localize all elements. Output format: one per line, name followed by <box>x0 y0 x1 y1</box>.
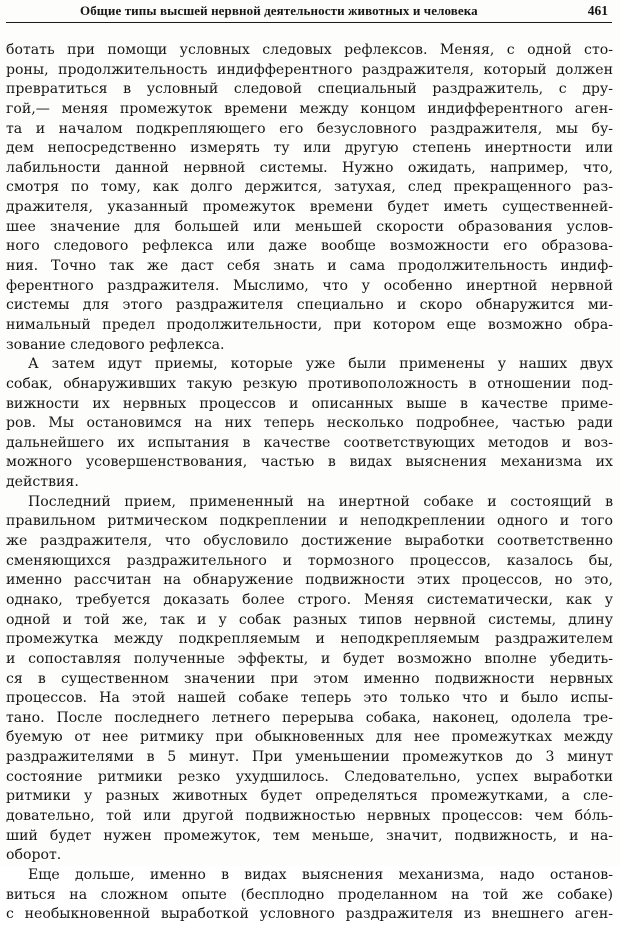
text-line: гой,— меняя промежуток времени между концом индифферентного аген- <box>6 100 613 117</box>
text-line: ния. Точно так же даст себя знать и сама продолжительность индиф- <box>6 258 613 275</box>
text-line: ров. Мы остановимся на них теперь несколько подробнее, частью ради <box>6 415 613 432</box>
text-line: вижности их нервных процессов и описанных выше в качестве приме- <box>6 395 613 412</box>
text-line: зование следового рефлекса. <box>6 336 225 353</box>
text-line: ботать при помощи условных следовых рефлексов. Меняя, с одной сто- <box>6 42 613 58</box>
text-line: дальнейшего их испытания в качестве соответствующих методов и воз- <box>6 434 613 451</box>
text-line: лабильности данной нервной системы. Нужно ожидать, например, что, <box>6 159 613 176</box>
text-line: ного следового рефлекса или даже вообще возможности его образова- <box>6 238 613 255</box>
text-line: оборот. <box>6 847 62 864</box>
text-line: роны, продолжительность индифферентного раздражителя, который должен <box>6 61 613 78</box>
text-line: шее значение для большей или меньшей скорости образования услов- <box>6 218 613 235</box>
text-line: Еще дольше, именно в видах выяснения механизма, надо останов- <box>28 866 613 883</box>
body-text <box>6 41 613 925</box>
text-line: одной и той же, так и у собак разных типов нервной системы, длину <box>6 611 613 628</box>
text-line: ритмики у разных животных будет определяться промежутками, а сле- <box>6 788 613 805</box>
running-header-title: Общие типы высшей нервной деятельности животных и человека <box>80 3 478 18</box>
text-line: смотря по тому, как долго держится, затухая, след прекращенного раз- <box>6 179 613 196</box>
text-line: состояние ритмики резко ухудшилось. Следовательно, успех выработки <box>6 768 613 785</box>
text-line: процессов. На этой нашей собаке теперь это только что и было испы- <box>6 690 613 707</box>
text-line: системы для этого раздражителя специально и скоро обнаружится ми- <box>6 297 613 314</box>
text-line: же раздражителя, что обусловило достижение выработки соответственно <box>6 533 613 550</box>
text-line: именно рассчитан на обнаружение подвижности этих процессов, но это, <box>6 572 613 589</box>
text-line: с необыкновенной выработкой условного раздражителя из внешнего аген- <box>6 906 613 923</box>
paragraph <box>6 866 613 925</box>
text-line: буемую от нее ритмику при обыкновенных для нее промежутках между <box>6 729 613 746</box>
text-line: нимальный предел продолжительности, при котором еще возможно обра- <box>6 316 613 333</box>
paragraph <box>6 355 613 492</box>
text-line: дражителя, указанный промежуток времени будет иметь существенней- <box>6 199 613 216</box>
text-line: дем непосредственно измерять ту или другую степень инертности или <box>6 140 613 157</box>
text-line: однако, требуется доказать более строго. Меняя систематически, как у <box>6 591 613 608</box>
text-line: и сопоставляя полученные эффекты, и будет возможно вполне убедить- <box>6 650 613 667</box>
text-line: виться на сложном опыте (бесплодно проделанном на той же собаке) <box>6 886 613 903</box>
text-line: ший будет нужен промежуток, тем меньше, значит, подвижность, и на- <box>6 827 613 844</box>
text-line: можного усовершенствования, частью в видах выяснения механизма их <box>6 454 613 471</box>
text-line: раздражителями в 5 минут. При уменьшении промежутков до 3 минут <box>6 749 613 766</box>
text-line: промежутка между подкрепляемым и неподкрепляемым раздражителем <box>6 631 613 648</box>
text-line: Последний прием, примененный на инертной собаке и состоящий в <box>28 493 613 510</box>
text-line: действия. <box>6 474 79 491</box>
text-line: ся в существенном значении при этом именно подвижности нервных <box>6 670 613 687</box>
text-line: превратиться в условный следовой специальный раздражитель, с дру- <box>6 81 613 98</box>
paragraph <box>6 41 613 355</box>
text-line: собак, обнаруживших такую резкую противоположность в отношении под- <box>6 375 613 392</box>
text-line: правильном ритмическом подкреплении и неподкреплении одного и того <box>6 513 613 530</box>
text-line: довательно, той или другой подвижностью нервных процессов: чем бо́ль- <box>6 807 613 824</box>
text-line: тано. После последнего летнего перерыва собака, наконец, одолела тре- <box>6 709 613 726</box>
page-number: 461 <box>587 3 608 18</box>
text-line: сменяющихся раздражительного и тормозного процессов, казалось бы, <box>6 552 613 569</box>
paragraph <box>6 493 613 866</box>
text-line: та и началом подкрепляющего его безусловного раздражителя, мы бу- <box>6 120 613 137</box>
text-line: А затем идут приемы, которые уже были применены у наших двух <box>28 356 613 373</box>
running-header <box>6 0 612 23</box>
text-line: ферентного раздражителя. Мыслимо, что у особенно инертной нервной <box>6 277 613 294</box>
